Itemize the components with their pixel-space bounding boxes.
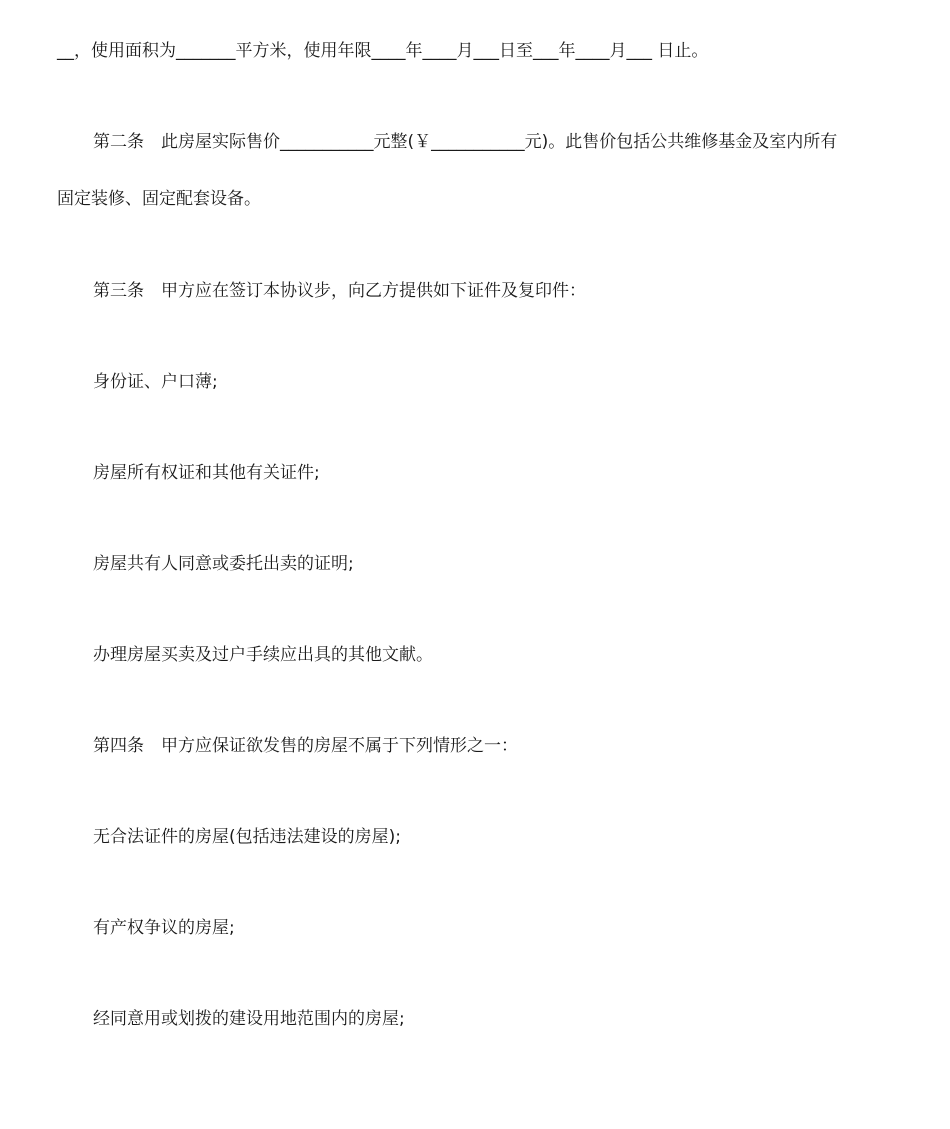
list-item-ownership-cert: 房屋所有权证和其他有关证件; bbox=[93, 463, 320, 483]
list-item-no-legal-cert: 无合法证件的房屋(包括违法建设的房屋); bbox=[93, 827, 401, 847]
list-item-allocated-land: 经同意用或划拨的建设用地范围内的房屋; bbox=[93, 1009, 405, 1029]
list-item-ownership-dispute: 有产权争议的房屋; bbox=[93, 918, 235, 938]
text-line-usage-area: __，使用面积为_______平方米，使用年限____年____月___日至___年____月___ 日止。 bbox=[57, 41, 709, 61]
text-line-article-2-cont: 固定装修、固定配套设备。 bbox=[57, 189, 261, 209]
text-line-article-3: 第三条 甲方应在签订本协议步，向乙方提供如下证件及复印件： bbox=[93, 281, 586, 301]
list-item-other-documents: 办理房屋买卖及过户手续应出具的其他文献。 bbox=[93, 645, 433, 665]
list-item-co-owner-consent: 房屋共有人同意或委托出卖的证明; bbox=[93, 554, 354, 574]
list-item-id-card: 身份证、户口薄; bbox=[93, 372, 218, 392]
text-line-article-2: 第二条 此房屋实际售价___________元整(￥___________元)。此售价包括公共维修基金及室内所有 bbox=[93, 132, 838, 152]
text-line-article-4: 第四条 甲方应保证欲发售的房屋不属于下列情形之一： bbox=[93, 736, 518, 756]
